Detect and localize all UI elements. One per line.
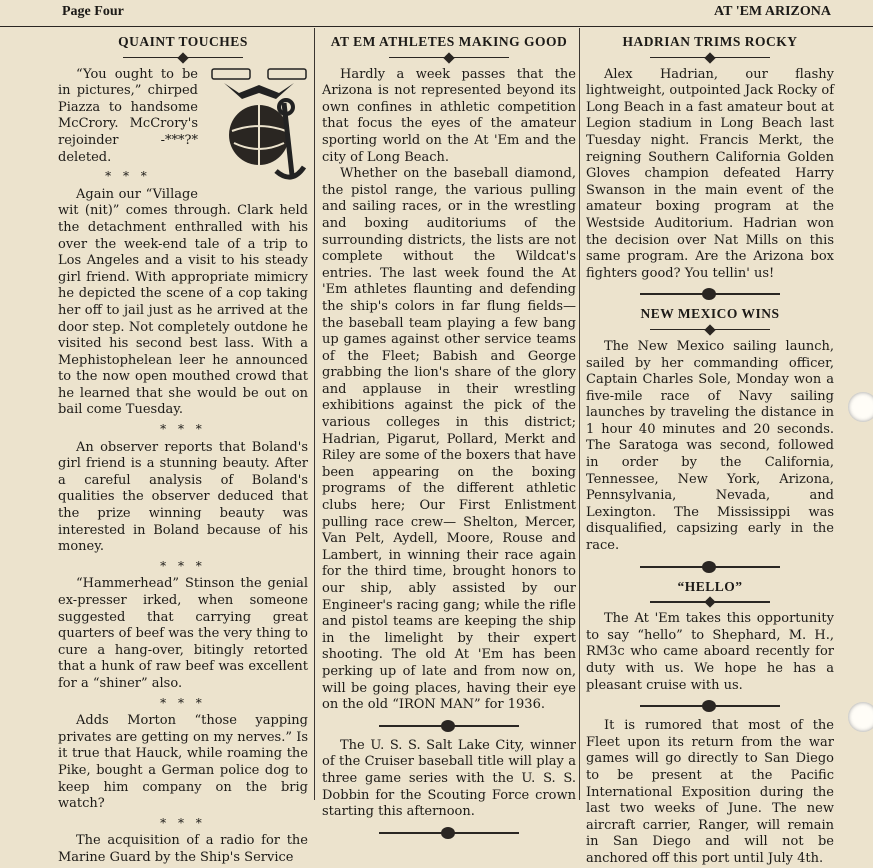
paragraph: It is rumored that most of the Fleet upon its return from the war games will go directly to San Diego to be present at the Pacific International Exposition during the last two weeks of June. The new aircraft carrier, Ranger, will remain in San Diego and will not be anchored off this port until July 4th. (586, 718, 834, 866)
marine-corps-emblem (204, 63, 314, 193)
paragraph: Again our “Village wit (nit)” comes through. Clark held the detachment enthralled with his over the week-end tale of a trip to Los Angeles and a visit to his steady girl friend. With appropriate mimicry he depicted the scene of a cop taking her off to jail just as he arrived at the door step. Not completely outdone he visited his second best lass. With a Mephistophelean leer he announced to the now open mouthed crowd that he learned that she would be out on bail come Tuesday. (58, 186, 308, 418)
ornament-divider (379, 827, 519, 839)
ornament-divider (640, 700, 780, 712)
paragraph: Whether on the baseball diamond, the pistol range, the various pulling and sailing races, or in the wrestling and boxing auditoriums of the surrounding districts, the lists are not complete without the Wildcat's entries. The last week found the At 'Em athletes flaunting and defending the ship's colors in far flung fields— the baseball team playing a few bang up games against other service teams of the Fleet; Babish and George grabbing the lion's share of the glory and applause in their wrestling exhibitions against the pick of the various colleges in this district; Hadrian, Pigarut, Pollard, Merkt and Riley are some of the boxers that have been appearing on the boxing programs of the different athletic clubs here; Our First Enlistment pulling race crew— Shelton, Mercer, Van Pelt, Aydell, Moore, Rouse and Lambert, in winning their race again for the third time, brought honors to our ship, ably assisted by our Engineer's racing gang; while the rifle and pistol teams are keeping the ship in the limelight by their expert shooting. The old At 'Em has been perking up of late and from now on, will be going places, having their eye on the old “IRON MAN” for 1936. (322, 166, 577, 713)
ornament-divider (123, 53, 243, 63)
page-header (0, 0, 873, 27)
headline-athletes: AT EM ATHLETES MAKING GOOD (330, 34, 568, 49)
page-number: Page Four (62, 4, 124, 19)
ornament-divider (650, 53, 770, 63)
column-quaint-touches (58, 26, 308, 867)
paragraph: Adds Morton “those yapping privates are getting on my nerves.” Is it true that Hauck, while roaming the Pike, bought a German police dog to keep him company on the brig watch? (58, 713, 308, 812)
column-rule (314, 28, 315, 800)
ornament-divider (389, 53, 509, 63)
paragraph: “Hammerhead” Stinson the genial ex-presser irked, when someone suggested that carrying great quarters of beef was the very thing to cure a hang-over, bitingly retorted that a hunk of raw beef was excellent for a “shiner” also. (58, 576, 308, 691)
ornament-divider (379, 720, 519, 732)
paragraph: Alex Hadrian, our flashy lightweight, outpointed Jack Rocky of Long Beach in a fast amateur bout at Legion stadium in Long Beach last Tuesday night. Francis Merkt, the reigning Southern California Golden Gloves champion defeated Harry Swanson in the main event of the amateur boxing program at the Westside Auditorium. Hadrian won the decision over Nat Mills on this same program. Are the Arizona box fighters good? You tellin' us! (586, 66, 835, 281)
ornament-divider (640, 288, 780, 300)
headline-hadrian: HADRIAN TRIMS ROCKY (622, 34, 798, 49)
column-boxing-sailing (586, 26, 834, 868)
star-separator: * * * (160, 815, 206, 830)
paragraph: “You ought to be in pictures,” chirped Piazza to handsome McCrory. McCrory's rejoinder -***?* deleted. (58, 66, 198, 165)
headline-quaint-touches: QUAINT TOUCHES (118, 34, 248, 49)
star-separator: * * * (160, 422, 206, 437)
column-athletes (322, 26, 576, 845)
paragraph: Hardly a week passes that the Arizona is not represented beyond its own confines in athletic competition that focus the eyes of the amateur sporting world on the At 'Em and the city of Long Beach. (322, 66, 576, 165)
star-separator: * * * (160, 695, 206, 710)
headline-hello: “HELLO” (677, 578, 743, 594)
ornament-divider (650, 597, 770, 607)
headline-new-mexico: NEW MEXICO WINS (640, 306, 780, 322)
ornament-divider (650, 325, 770, 335)
column-rule (579, 28, 580, 800)
paragraph: The acquisition of a radio for the Marine Guard by the Ship's Service (58, 833, 308, 865)
paragraph: The U. S. S. Salt Lake City, winner of the Cruiser baseball title will play a three game series with the U. S. S. Dobbin for the Scouting Force crown starting this afternoon. (322, 737, 576, 820)
paragraph: The New Mexico sailing launch, sailed by her commanding officer, Captain Charles Sole, Monday won a five-mile race of Navy sailing launches by traveling the distance in 1 hour 40 minutes and 20 seconds. The Saratoga was second, followed in order by the California, Tennessee, New York, Arizona, Pennsylvania, Nevada, and Lexington. The Mississippi was disqualified, capsizing early in the race. (586, 338, 834, 554)
ornament-divider (640, 561, 780, 573)
newspaper-title: AT 'EM ARIZONA (714, 4, 831, 19)
paragraph: The At 'Em takes this opportunity to say “hello” to Shephard, M. H., RM3c who came aboard recently for duty with us. We hope he has a pleasant cruise with us. (586, 611, 834, 693)
star-separator: * * * (105, 169, 151, 184)
star-separator: * * * (160, 558, 206, 573)
punch-hole (848, 392, 873, 422)
punch-hole (848, 702, 873, 732)
paragraph: An observer reports that Boland's girl friend is a stunning beauty. After a careful analysis of Boland's qualities the observer deduced that the prize winning beauty was interested in Boland because of his money. (58, 439, 308, 555)
